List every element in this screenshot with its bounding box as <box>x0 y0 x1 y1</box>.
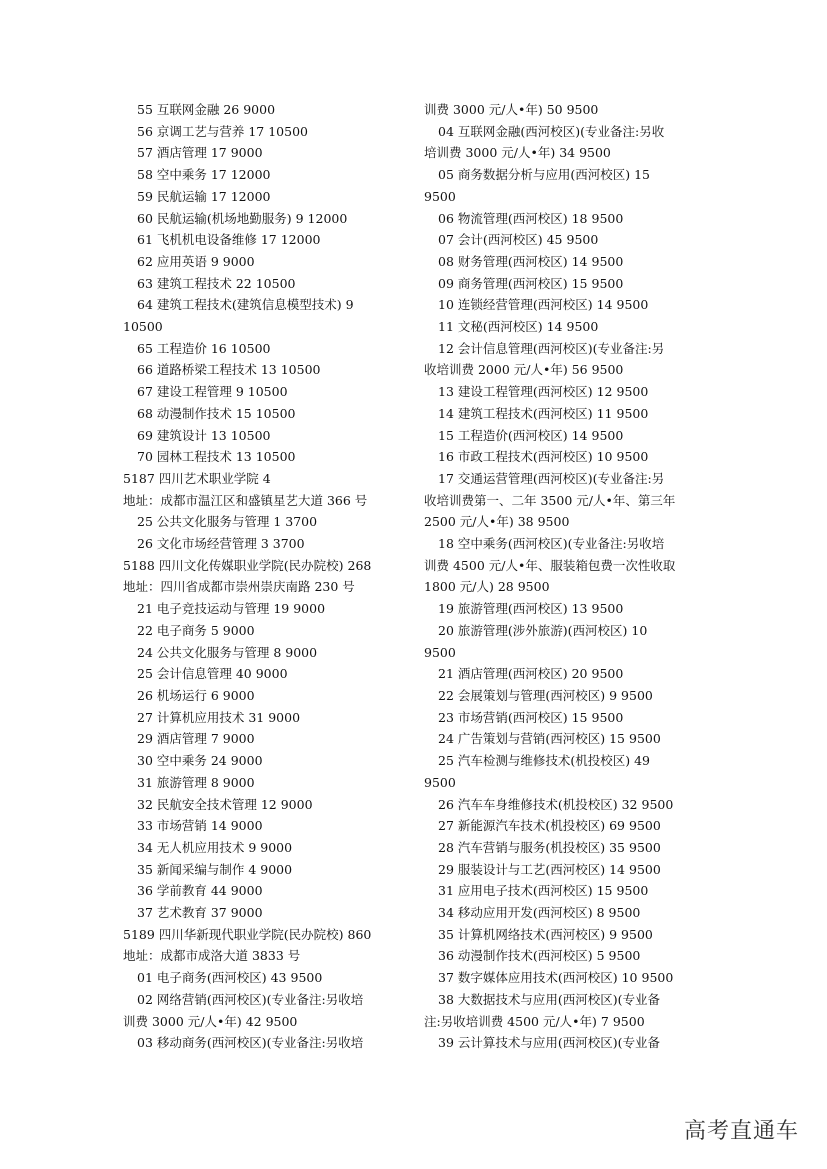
text-line: 57 酒店管理 17 9000 <box>137 145 263 161</box>
text-line: 训费 3000 元/人•年) 50 9500 <box>424 102 599 117</box>
watermark-logo: 高考直通车 <box>683 1119 799 1144</box>
left-column <box>123 99 406 1054</box>
text-line: 33 市场营销 14 9000 <box>137 818 263 834</box>
right-column <box>424 99 707 1054</box>
text-line: 39 云计算技术与应用(西河校区)(专业备 <box>438 1035 661 1051</box>
text-line: 25 公共文化服务与管理 1 3700 <box>137 514 318 530</box>
text-line: 22 电子商务 5 9000 <box>137 622 255 638</box>
text-line: 9500 <box>424 644 456 660</box>
text-line: 24 广告策划与营销(西河校区) 15 9500 <box>438 731 661 747</box>
text-line: 03 移动商务(西河校区)(专业备注:另收培 <box>137 1035 364 1051</box>
text-line: 34 无人机应用技术 9 9000 <box>137 839 293 855</box>
text-line: 70 园林工程技术 13 10500 <box>137 449 296 465</box>
text-line: 9500 <box>424 188 456 204</box>
text-line: 35 新闻采编与制作 4 9000 <box>137 861 293 877</box>
text-line: 04 互联网金融(西河校区)(专业备注:另收 <box>438 123 665 139</box>
text-line: 05 商务数据分析与应用(西河校区) 15 <box>438 167 651 183</box>
text-line: 56 京调工艺与营养 17 10500 <box>137 123 308 139</box>
text-line: 30 空中乘务 24 9000 <box>137 753 263 769</box>
text-line: 27 计算机应用技术 31 9000 <box>137 709 301 725</box>
text-line: 9500 <box>424 774 456 790</box>
text-line: 25 会计信息管理 40 9000 <box>137 666 288 682</box>
text-line: 37 艺术教育 37 9000 <box>137 905 263 921</box>
text-line: 01 电子商务(西河校区) 43 9500 <box>137 970 323 986</box>
text-line: 31 应用电子技术(西河校区) 15 9500 <box>438 883 649 899</box>
text-line: 23 市场营销(西河校区) 15 9500 <box>438 709 624 725</box>
text-line: 37 数字媒体应用技术(西河校区) 10 9500 <box>438 970 674 986</box>
text-line: 收培训费 2000 元/人•年) 56 9500 <box>424 362 624 378</box>
text-line: 08 财务管理(西河校区) 14 9500 <box>438 253 624 269</box>
text-line: 培训费 3000 元/人•年) 34 9500 <box>424 145 611 161</box>
text-line: 16 市政工程技术(西河校区) 10 9500 <box>438 449 649 465</box>
text-line: 36 学前教育 44 9000 <box>137 883 263 899</box>
text-line: 07 会计(西河校区) 45 9500 <box>438 232 599 248</box>
text-line: 55 互联网金融 26 9000 <box>137 102 276 117</box>
text-line: 14 建筑工程技术(西河校区) 11 9500 <box>438 405 649 421</box>
text-line: 66 道路桥梁工程技术 13 10500 <box>137 362 321 378</box>
text-line: 22 会展策划与管理(西河校区) 9 9500 <box>438 687 653 703</box>
text-line: 67 建设工程管理 9 10500 <box>137 384 288 400</box>
text-line: 29 酒店管理 7 9000 <box>137 731 255 747</box>
text-line: 34 移动应用开发(西河校区) 8 9500 <box>438 905 641 921</box>
text-line: 5189 四川华新现代职业学院(民办院校) 860 <box>123 926 372 942</box>
text-line: 32 民航安全技术管理 12 9000 <box>137 796 313 812</box>
text-line: 35 计算机网络技术(西河校区) 9 9500 <box>438 926 653 942</box>
text-line: 62 应用英语 9 9000 <box>137 253 255 269</box>
text-line: 注:另收培训费 4500 元/人•年) 7 9500 <box>424 1013 645 1029</box>
text-line: 训费 4500 元/人•年、服装箱包费一次性收取 <box>424 557 676 573</box>
text-line: 27 新能源汽车技术(机投校区) 69 9500 <box>438 818 661 834</box>
text-line: 18 空中乘务(西河校区)(专业备注:另收培 <box>438 536 665 552</box>
text-line: 28 汽车营销与服务(机投校区) 35 9500 <box>438 839 661 855</box>
text-line: 收培训费第一、二年 3500 元/人•年、第三年 <box>424 492 676 508</box>
text-line: 68 动漫制作技术 15 10500 <box>137 405 296 421</box>
text-line: 5187 四川艺术职业学院 4 <box>123 470 271 486</box>
text-line: 29 服装设计与工艺(西河校区) 14 9500 <box>438 861 661 877</box>
text-line: 2500 元/人•年) 38 9500 <box>424 514 570 530</box>
text-line: 26 汽车车身维修技术(机投校区) 32 9500 <box>438 796 674 812</box>
text-line: 15 工程造价(西河校区) 14 9500 <box>438 427 624 443</box>
text-line: 64 建筑工程技术(建筑信息模型技术) 9 <box>137 297 354 313</box>
text-line: 26 机场运行 6 9000 <box>137 687 255 703</box>
text-line: 10 连锁经营管理(西河校区) 14 9500 <box>438 297 649 313</box>
text-line: 63 建筑工程技术 22 10500 <box>137 275 296 291</box>
text-line: 20 旅游管理(涉外旅游)(西河校区) 10 <box>438 622 648 638</box>
text-line: 12 会计信息管理(西河校区)(专业备注:另 <box>438 340 665 356</box>
text-line: 地址：成都市成洛大道 3833 号 <box>123 948 301 964</box>
text-line: 25 汽车检测与维修技术(机投校区) 49 <box>438 753 651 769</box>
text-line: 17 交通运营管理(西河校区)(专业备注:另 <box>438 470 665 486</box>
text-line: 06 物流管理(西河校区) 18 9500 <box>438 210 624 226</box>
text-line: 地址：成都市温江区和盛镇星艺大道 366 号 <box>123 492 368 508</box>
text-line: 24 公共文化服务与管理 8 9000 <box>137 644 318 660</box>
text-line: 21 酒店管理(西河校区) 20 9500 <box>438 666 624 682</box>
text-line: 26 文化市场经营管理 3 3700 <box>137 536 305 552</box>
text-line: 61 飞机机电设备维修 17 12000 <box>137 232 321 248</box>
text-line: 训费 3000 元/人•年) 42 9500 <box>123 1013 298 1029</box>
text-line: 31 旅游管理 8 9000 <box>137 774 255 790</box>
text-line: 13 建设工程管理(西河校区) 12 9500 <box>438 384 649 400</box>
text-line: 地址：四川省成都市崇州崇庆南路 230 号 <box>123 579 355 595</box>
text-line: 36 动漫制作技术(西河校区) 5 9500 <box>438 948 641 964</box>
text-line: 19 旅游管理(西河校区) 13 9500 <box>438 601 624 617</box>
text-line: 10500 <box>123 319 163 335</box>
text-line: 09 商务管理(西河校区) 15 9500 <box>438 275 624 291</box>
text-line: 58 空中乘务 17 12000 <box>137 167 271 183</box>
text-line: 5188 四川文化传媒职业学院(民办院校) 268 <box>123 557 372 573</box>
text-line: 02 网络营销(西河校区)(专业备注:另收培 <box>137 991 364 1007</box>
text-line: 11 文秘(西河校区) 14 9500 <box>438 319 599 335</box>
text-line: 59 民航运输 17 12000 <box>137 188 271 204</box>
text-line: 65 工程造价 16 10500 <box>137 340 271 356</box>
text-line: 69 建筑设计 13 10500 <box>137 427 271 443</box>
text-line: 21 电子竞技运动与管理 19 9000 <box>137 601 326 617</box>
text-line: 38 大数据技术与应用(西河校区)(专业备 <box>438 991 661 1007</box>
text-line: 60 民航运输(机场地勤服务) 9 12000 <box>137 210 348 226</box>
text-line: 1800 元/人) 28 9500 <box>424 579 550 595</box>
